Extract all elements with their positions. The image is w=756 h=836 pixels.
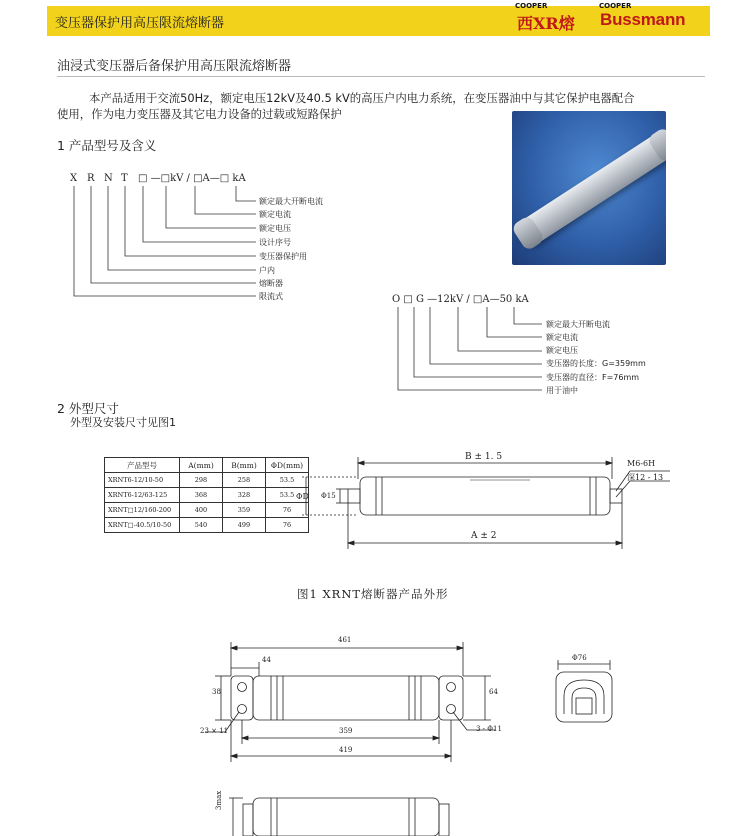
model-letter-r: R bbox=[87, 173, 95, 184]
table-cell: 258 bbox=[223, 473, 266, 488]
model-code-leader-lines bbox=[60, 184, 260, 306]
figure-1-caption: 图1 XRNT熔断器产品外形 bbox=[297, 587, 449, 601]
code1-label-current: 额定电流 bbox=[259, 210, 291, 219]
table-cell: XRNT□-40.5/10-50 bbox=[105, 518, 180, 533]
model-code-2: O □ G —12kV / □A—50 kA bbox=[392, 294, 529, 305]
code2-label-current: 额定电流 bbox=[546, 333, 578, 342]
model-letter-t: T bbox=[121, 173, 128, 184]
table-cell: XRNT6-12/63-125 bbox=[105, 488, 180, 503]
bussmann-logo: Bussmann bbox=[600, 10, 686, 29]
table-cell: 76 bbox=[266, 503, 309, 518]
table-cell: 540 bbox=[180, 518, 223, 533]
cooper-label: COOPER bbox=[515, 2, 548, 10]
dim-3phi11: 3 - Φ11 bbox=[476, 725, 502, 733]
dim-d-label: ΦD bbox=[296, 492, 309, 501]
dim-44: 44 bbox=[262, 656, 271, 664]
table-row bbox=[105, 473, 309, 488]
model-letter-x: X bbox=[70, 173, 78, 184]
depth-label: 深12 - 13 bbox=[627, 473, 664, 482]
code2-label-breaking: 额定最大开断电流 bbox=[546, 320, 610, 329]
code1-label-current-limiting: 限流式 bbox=[259, 292, 283, 301]
code1-label-transformer: 变压器保护用 bbox=[259, 252, 307, 261]
dim-a-label: A ± 2 bbox=[471, 531, 497, 541]
table-header-cell: 产品型号 bbox=[105, 458, 180, 473]
table-header-row bbox=[105, 458, 309, 473]
code1-label-breaking: 额定最大开断电流 bbox=[259, 197, 323, 206]
dim-3max: 3max bbox=[215, 790, 223, 810]
model-code-2-leader-lines bbox=[390, 305, 550, 395]
thread-label: M6-6H bbox=[627, 459, 656, 468]
table-cell: 298 bbox=[180, 473, 223, 488]
section-2-subtitle: 外型及安装尺寸见图1 bbox=[70, 416, 176, 429]
code1-label-indoor: 户内 bbox=[259, 266, 275, 275]
table-row bbox=[105, 503, 309, 518]
title-divider bbox=[57, 76, 705, 77]
table-header-cell: ΦD(mm) bbox=[266, 458, 309, 473]
dim-38: 38 bbox=[212, 688, 221, 696]
table-cell: 328 bbox=[223, 488, 266, 503]
xr-logo: 西XR熔 bbox=[517, 14, 575, 33]
spec-table bbox=[104, 457, 309, 533]
table-cell: 53.5 bbox=[266, 473, 309, 488]
dim-359: 359 bbox=[339, 727, 353, 735]
table-cell: 359 bbox=[223, 503, 266, 518]
table-cell: 368 bbox=[180, 488, 223, 503]
code2-label-length: 变压器的长度：G=359mm bbox=[546, 359, 646, 368]
table-cell: XRNT□12/160-200 bbox=[105, 503, 180, 518]
dim-b-label: B ± 1. 5 bbox=[465, 452, 503, 462]
header-bar bbox=[47, 2, 710, 36]
intro-line-1: 本产品适用于交流50Hz，额定电压12kV及40.5 kV的高压户内电力系统，在变压器油中与其它保护电器配合 bbox=[89, 91, 635, 105]
end-view-drawing bbox=[548, 656, 618, 728]
table-cell: 76 bbox=[266, 518, 309, 533]
table-cell: 499 bbox=[223, 518, 266, 533]
section-1-title: 1 产品型号及含义 bbox=[57, 138, 157, 153]
table-row bbox=[105, 488, 309, 503]
dim-23x11: 23 × 11 bbox=[200, 727, 229, 735]
dim-76: Φ76 bbox=[572, 654, 587, 662]
page-title: 油浸式变压器后备保护用高压限流熔断器 bbox=[57, 59, 292, 74]
code1-label-fuse: 熔断器 bbox=[259, 279, 283, 288]
table-header-cell: A(mm) bbox=[180, 458, 223, 473]
model-letter-n: N bbox=[104, 173, 113, 184]
section-2-title: 2 外型尺寸 bbox=[57, 401, 119, 416]
fuse-image bbox=[513, 128, 666, 250]
code2-label-voltage: 额定电压 bbox=[546, 346, 578, 355]
intro-line-2: 使用，作为电力变压器及其它电力设备的过载或短路保护 bbox=[57, 107, 342, 121]
dim-461: 461 bbox=[338, 636, 352, 644]
dim-64: 64 bbox=[489, 688, 498, 696]
table-header-cell: B(mm) bbox=[223, 458, 266, 473]
dim-15-label: Φ15 bbox=[321, 492, 336, 500]
code2-label-diameter: 变压器的直径：F=76mm bbox=[546, 373, 640, 382]
code2-label-oil: 用于油中 bbox=[546, 386, 578, 395]
model-code-suffix: □ —□kV / □A—□ kA bbox=[138, 173, 246, 184]
table-row bbox=[105, 518, 309, 533]
header-title: 变压器保护用高压限流熔断器 bbox=[55, 16, 225, 31]
table-cell: 53.5 bbox=[266, 488, 309, 503]
code1-label-design: 设计序号 bbox=[259, 238, 291, 247]
dim-419: 419 bbox=[339, 746, 353, 754]
cooper-label-2: COOPER bbox=[599, 2, 632, 10]
mounting-drawing bbox=[195, 632, 515, 836]
table-cell: 400 bbox=[180, 503, 223, 518]
table-cell: XRNT6-12/10-50 bbox=[105, 473, 180, 488]
code1-label-voltage: 额定电压 bbox=[259, 224, 291, 233]
product-photo bbox=[512, 111, 666, 265]
